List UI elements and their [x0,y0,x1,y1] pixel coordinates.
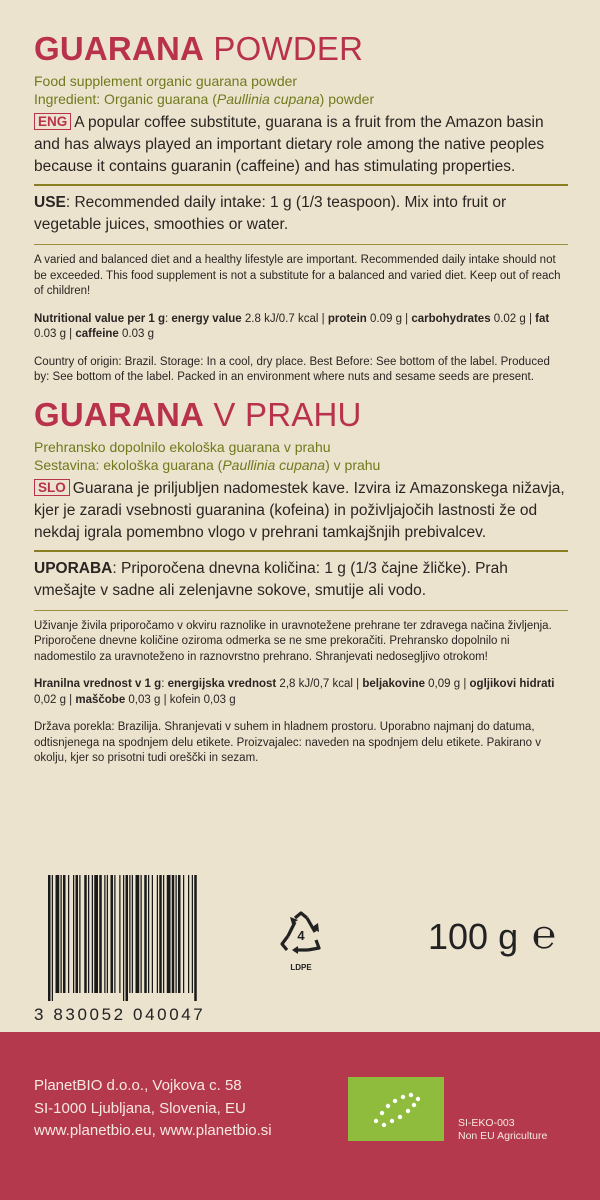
eu-leaf-stars [348,1077,444,1141]
title-rest: V PRAHU [204,395,362,433]
eu-star [416,1097,420,1101]
barcode-bar [141,875,142,993]
nutrition-value: 0.03 g [118,328,154,340]
subtitle-slovenian: Prehransko dopolnilo ekološka guarana v prahu [34,438,331,455]
barcode-bar [63,875,66,993]
divider [34,244,568,245]
barcode-number: 3 830052 040047 [34,1005,206,1024]
barcode-bar [119,875,120,993]
barcode-bar [159,875,162,993]
warning-english: A varied and balanced diet and a healthy lifestyle are important. Recommended daily intake should not be exceeded. This food supplement is not a substitute for a balanced and varied diet. Keep out of reach of children! [34,254,561,297]
barcode-bar [76,875,79,993]
barcode-bar [84,875,87,993]
lang-tag-slo: SLO [34,479,70,496]
title-bold: GUARANA [34,395,205,433]
barcode-bar [99,875,102,993]
eko-code: SI-EKO-003 [458,1117,515,1129]
barcode-bar [188,875,189,993]
title-bold: GUARANA [34,30,205,67]
barcode-bar [172,875,175,993]
warning-slovenian: Uživanje živila priporočamo v okviru raznolike in uravnotežene prehrane ter zdravega načina življenja. Priporočene dnevne količine oziroma odmerka se ne sme prekoračiti. Prehransko dopolnilo ni nadomestilo za uravnoteženo in raznovrstno prehrano. Shranjevati nedosegljivo otrokom! [34,619,552,663]
nutrition-label: carbohydrates [411,312,491,325]
net-weight: 100 g [428,916,519,957]
recycle-code: 4 [297,928,305,943]
intro-text: Guarana je priljubljen nadomestek kave. Izvira iz Amazonskega nižavja, kjer je zaradi vsebnosti guaranina (kofeina) in poživljajočih lastnosti že od nekdaj igrala pomembno vlogo v prehrani tamkajšnjih prebivalcev. [34,479,565,541]
nutrition-value: 0.09 g | [366,312,412,325]
barcode-bar [73,875,74,993]
nutrition-label: caffeine [75,328,119,340]
use-label: USE [34,194,66,211]
barcode-bar [79,875,80,993]
nutrition-value: 0,02 g | [34,693,76,706]
eu-star [374,1119,378,1123]
ingredient-post: ) powder [319,91,375,107]
barcode-bar [178,875,181,993]
nutrition-slovenian [34,677,568,708]
barcode-bar [52,875,53,1001]
eu-star [382,1123,386,1127]
origin-slovenian: Država porekla: Brazilija. Shranjevati v suhem in hladnem prostoru. Uporabno najmanj do datuma, odtisnjenega na spodnjem delu etikete. Proizvajalec: naveden na spodnjem delu etikete. Pakirano v okolju, kjer so prisotni tudi oreščki in sezam. [34,721,541,764]
use-text: : Priporočena dnevna količina: 1 g (1/3 čajne žličke). Prah vmešajte v sadne ali zelenjavne sokove, smutije ali vodo. [34,559,508,599]
eko-agriculture: Non EU Agriculture [458,1130,548,1142]
eu-star [380,1111,384,1115]
recycle-icon [278,910,324,958]
barcode-bar [167,875,171,993]
nutrition-label: ogljikovi hidrati [469,678,555,690]
recycle-ldpe [278,910,324,972]
ingredient-pre: Sestavina: ekološka guarana ( [34,456,223,473]
recycle-label: LDPE [290,963,312,972]
ingredient-latin: Paullinia cupana [222,456,326,473]
nutrition-english [34,312,568,343]
use-slovenian [34,558,568,602]
barcode-bars [34,875,254,1001]
nutrition-label: energy value [171,312,242,325]
lang-tag-eng: ENG [34,113,71,130]
title-slovenian [34,396,568,434]
barcode-bar [61,875,62,993]
eu-organic-leaf-icon [348,1077,444,1141]
barcode [34,875,254,1025]
address-line: SI-1000 Ljubljana, Slovenia, EU [34,1099,246,1117]
footer [0,1032,600,1200]
eu-star [401,1095,405,1099]
barcode-bar [94,875,98,993]
label-text [34,30,568,767]
nutrition-label: maščobe [75,693,126,706]
nutrition-label: fat [535,312,550,325]
eu-star [406,1109,410,1113]
barcode-bar [114,875,115,993]
eu-star [390,1119,394,1123]
nutrition-value: 0.03 g | [34,328,76,340]
section-slovenian [34,396,568,767]
barcode-bar [194,875,197,1001]
nutrition-value: 0,03 g | [125,693,170,706]
nutrition-value: 0.02 g | [490,312,536,325]
barcode-bar [107,875,108,993]
barcode-bar [123,875,124,1001]
barcode-bar [111,875,114,993]
eu-star [412,1103,416,1107]
origin-english: Country of origin: Brazil. Storage: In a cool, dry place. Best Before: See bottom of the label. Produced by: See bottom of the label. Packed in an environment where nuts and sesame seeds are present. [34,355,550,383]
ingredient-english [34,90,568,108]
divider [34,184,568,186]
divider [34,610,568,611]
eu-star [409,1093,413,1097]
eu-star [398,1115,402,1119]
divider [34,550,568,552]
nutrition-value: 2,8 kJ/0,7 kcal | [276,678,363,690]
barcode-bar [163,875,164,993]
barcode-bar [126,875,129,1001]
barcode-bar [152,875,153,993]
nutrition-value: kofein 0,03 g [169,693,236,706]
barcode-bar [183,875,184,993]
website-links: www.planetbio.eu, www.planetbio.si [34,1122,272,1139]
nutrition-label: energijska vrednost [167,678,277,690]
barcode-bar [176,875,177,993]
title-rest: POWDER [204,30,364,67]
intro-english [34,112,568,178]
barcode-bar [129,875,130,993]
address-line: PlanetBIO d.o.o., Vojkova c. 58 [34,1077,242,1094]
barcode-bar [157,875,158,993]
use-label: UPORABA [34,559,113,577]
nutrition-value: : [161,678,168,690]
barcode-bar [144,875,147,993]
organic-certification [458,1117,547,1143]
intro-text: A popular coffee substitute, guarana is a fruit from the Amazon basin and has always played an important dietary role among the native peoples because it contains guaranin (caffeine) and has stimulating properties. [34,114,545,175]
barcode-bar [148,875,149,993]
ingredient-pre: Ingredient: Organic guarana ( [34,91,217,107]
intro-slovenian [34,478,568,544]
title-english [34,30,568,68]
nutrition-value: 2.8 kJ/0.7 kcal | [241,312,328,325]
subtitle-english: Food supplement organic guarana powder [34,73,298,89]
nutrition-label: protein [327,312,367,325]
ingredient-post: ) v prahu [325,456,381,473]
barcode-bar [68,875,69,993]
barcode-bar [192,875,193,993]
eu-star [386,1104,390,1108]
nutrition-label: Nutritional value per 1 g [34,312,165,325]
barcode-bar [136,875,140,993]
nutrition-label: Hranilna vrednost v 1 g [34,678,162,690]
barcode-bar [88,875,89,993]
section-english [34,30,568,386]
ingredient-slovenian [34,456,568,474]
ingredient-latin: Paullinia cupana [216,91,320,107]
nutrition-value: 0,09 g | [424,678,470,690]
barcode-bar [48,875,51,1001]
nutrition-label: beljakovine [362,678,425,690]
barcode-bar [104,875,105,993]
use-text: : Recommended daily intake: 1 g (1/3 teaspoon). Mix into fruit or vegetable juices, smoothies or water. [34,194,507,233]
barcode-bar [132,875,133,993]
producer-address [34,1075,272,1143]
use-english [34,192,568,236]
barcode-bar [56,875,60,993]
eu-star [393,1099,397,1103]
nutrition-value: : [165,312,172,325]
barcode-bar [92,875,93,993]
estimated-sign-icon: ℮ [532,912,557,957]
